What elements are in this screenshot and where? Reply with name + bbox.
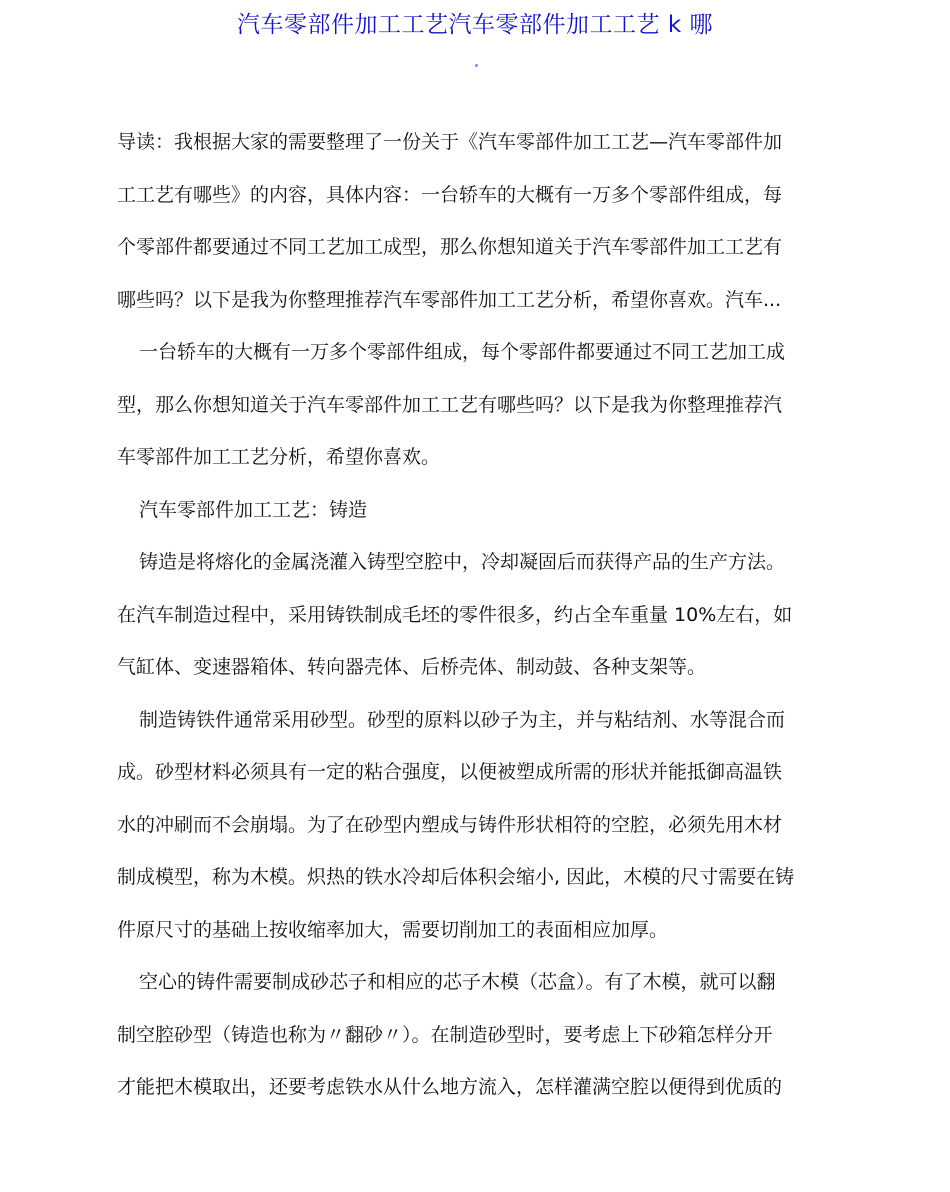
text-line: 导读：我根据大家的需要整理了一份关于《汽车零部件加工工艺—汽车零部件加 <box>117 131 783 153</box>
text-line: 成。砂型材料必须具有一定的粘合强度，以便被塑成所需的形状并能抵御高温铁 <box>117 761 783 783</box>
text-line: 一台轿车的大概有一万多个零部件组成，每个零部件都要通过不同工艺加工成 <box>139 341 786 363</box>
text-line: 制造铸铁件通常采用砂型。砂型的原料以砂子为主，并与粘结剂、水等混合而 <box>139 708 786 731</box>
title-dot-mark <box>475 64 478 67</box>
text-line: 型，那么你想知道关于汽车零部件加工工艺有哪些吗？以下是我为你整理推荐汽 <box>117 393 783 416</box>
text-line: 才能把木模取出，还要考虑铁水从什么地方流入，怎样灌满空腔以便得到优质的 <box>117 1076 783 1098</box>
text-line: 水的冲刷而不会崩塌。为了在砂型内塑成与铸件形状相符的空腔，必须先用木材 <box>117 813 783 836</box>
text-line: 铸造是将熔化的金属浇灌入铸型空腔中，冷却凝固后而获得产品的生产方法。 <box>139 551 786 573</box>
document-body <box>117 116 839 1114</box>
text-line: 个零部件都要通过不同工艺加工成型，那么你想知道关于汽车零部件加工工艺有 <box>117 236 783 258</box>
text-line: 车零部件加工工艺分析，希望你喜欢。 <box>117 446 441 468</box>
text-line: 气缸体、变速器箱体、转向器壳体、后桥壳体、制动鼓、各种支架等。 <box>117 656 707 678</box>
text-line: 制空腔砂型（铸造也称为〃翻砂〃）。在制造砂型时，要考虑上下砂箱怎样分开 <box>117 1023 773 1046</box>
text-line: 在汽车制造过程中，采用铸铁制成毛坯的零件很多，约占全车重量 10%左右，如 <box>117 603 793 626</box>
section-heading: 汽车零部件加工工艺：铸造 <box>139 498 368 521</box>
text-line: 制成模型，称为木模。炽热的铁水冷却后体积会缩小, 因此，木模的尺寸需要在铸 <box>117 866 795 888</box>
text-line: 空心的铸件需要制成砂芯子和相应的芯子木模（芯盒）。有了木模，就可以翻 <box>139 971 776 993</box>
text-line: 哪些吗？以下是我为你整理推荐汽车零部件加工工艺分析，希望你喜欢。汽车... <box>117 288 782 311</box>
document-title: 汽车零部件加工工艺汽车零部件加工工艺 k 哪 <box>237 12 713 38</box>
text-line: 件原尺寸的基础上按收缩率加大，需要切削加工的表面相应加厚。 <box>117 918 669 941</box>
text-line: 工工艺有哪些》的内容，具体内容：一台轿车的大概有一万多个零部件组成，每 <box>117 183 783 206</box>
